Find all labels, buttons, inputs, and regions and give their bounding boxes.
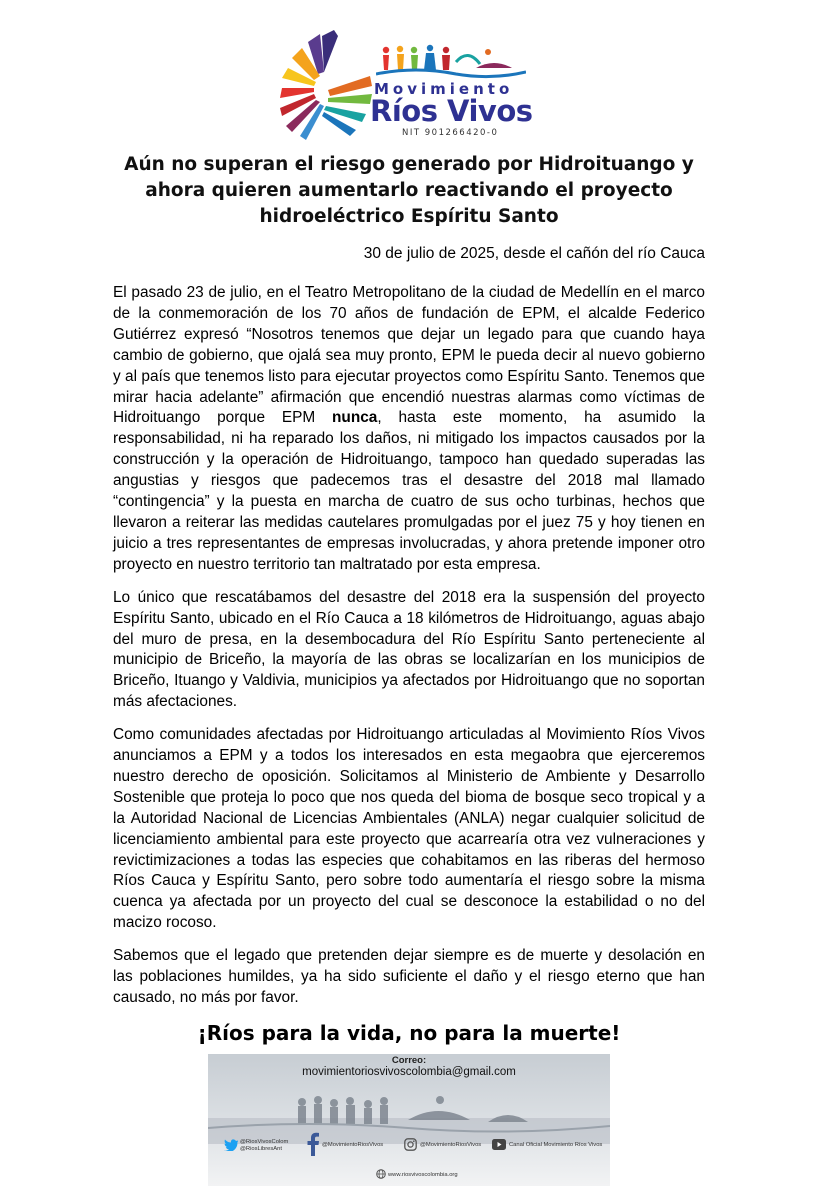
paragraph-2: Lo único que rescatábamos del desastre del 2018 era la suspensión del proyecto Espíritu Santo, ubicado en el Río Cauca a 18 kilómetros de Hidroituango, aguas abajo del muro de presa, en la desembocadura del Río Espíritu Santo perteneciente al municipio de Briceño, la mayoría de las obras se localizarían en los municipios de Briceño, Ituango y Valdivia, municipios ya afectados por Hidroituango que no soportan más afectaciones. (113, 588, 705, 711)
website-link[interactable]: www.riosvivoscolombia.org (388, 1172, 458, 1178)
paragraph-3: Como comunidades afectadas por Hidroituango articuladas al Movimiento Ríos Vivos anunciamos a EPM y a todos los interesados en esta megaobra que ejerceremos nuestro derecho de oposición. Solicitamos al Ministerio de Ambiente y Desarrollo Sostenible que proteja lo poco que nos queda del bioma de bosque seco tropical y a la Autoridad Nacional de Licencias Ambientales (ANLA) negar cualquier solicitud de licenciamiento ambiental para este proyecto que acarrearía otra vez vulneraciones y revictimizaciones a todas las especies que cohabitamos en las riberas del hermoso Ríos Cauca y Espíritu Santo, pero sobre todo aumentaría el riesgo sobre la misma cuenca ya afectada por un proyecto del cual se desconoce la estabilidad o no del macizo rocoso. (113, 726, 705, 932)
logo-text-rios-vivos: Ríos Vivos (370, 94, 533, 128)
body-text (113, 283, 705, 1021)
youtube-channel: Canal Oficial Movimiento Ríos Vivos (509, 1142, 603, 1148)
email-label: Correo: (391, 1055, 427, 1066)
paragraph-4: Sabemos que el legado que pretenden dejar siempre es de muerte y desolación en las poblaciones humildes, ya ha sido suficiente el daño y el riesgo eterno que han causado, no más por favor. (113, 947, 705, 1006)
movement-logo (278, 28, 538, 140)
facebook-icon (306, 1132, 320, 1156)
twitter-icon (224, 1139, 238, 1151)
rays-logo-icon (278, 28, 374, 140)
slogan: ¡Ríos para la vida, no para la muerte! (197, 1021, 621, 1045)
logo-nit: NIT 901266420-0 (402, 128, 499, 138)
logo-text-movimiento: Movimiento (374, 80, 514, 98)
river-people-silhouette-icon (208, 1088, 610, 1144)
contact-banner (208, 1054, 610, 1186)
dateline: 30 de julio de 2025, desde el cañón del río Cauca (363, 245, 705, 262)
paragraph-1-part-a: El pasado 23 de julio, en el Teatro Metropolitano de la ciudad de Medellín en el marco de la conmemoración de los 70 años de fundación de EPM, el alcalde Federico Gutiérrez expresó “Nosotros tenemos que dejar un legado para que cuando haya cambio de gobierno, que ojalá sea muy pronto, EPM le pueda decir al nuevo gobierno y al país que tenemos listo para ejecutar proyectos como Espíritu Santo. Tenemos que mirar hacia adelante” afirmación que encendió nuestras alarmas como víctimas de Hidroituango porque EPM (113, 284, 705, 427)
instagram-handle: @MovimientoRiosVivos (420, 1142, 482, 1148)
twitter-handle-2: @RiosLibresAnt (240, 1146, 282, 1152)
twitter-handle-1: @RiosVivosColom (240, 1139, 289, 1145)
instagram-icon (404, 1138, 417, 1151)
paragraph-1 (113, 283, 705, 576)
facebook-handle: @MovimientoRiosVivos (322, 1142, 384, 1148)
email-address: movimientoriosvivoscolombia@gmail.com (302, 1066, 516, 1078)
document-title: Aún no superan el riesgo generado por Hidroituango y ahora quieren aumentarlo reactivando el proyecto hidroeléctrico Espíritu Santo (124, 154, 694, 227)
youtube-icon (492, 1139, 506, 1150)
paragraph-1-emphasis: nunca (332, 409, 378, 427)
people-figures-icon (376, 40, 526, 80)
paragraph-1-part-b: , hasta este momento, ha asumido la responsabilidad, ni ha reparado los daños, ni mitigado los impactos causados por la construcción y la operación de Hidroituango, tampoco han quedado superadas las angustias y riesgos que padecemos tras el desastre del 2018 mal llamado “contingencia” y la puesta en marcha de cuatro de sus ocho turbinas, hechos que llevaron a reiterar las medidas cautelares promulgadas por el juez 75 y hoy tienen en juicio a tres representantes de empresas involucradas, y ahora pretende imponer otro proyecto en nuestro territorio tan maltratado por esta empresa. (113, 409, 705, 573)
twitter-handles (240, 1139, 288, 1153)
globe-icon (376, 1169, 386, 1179)
